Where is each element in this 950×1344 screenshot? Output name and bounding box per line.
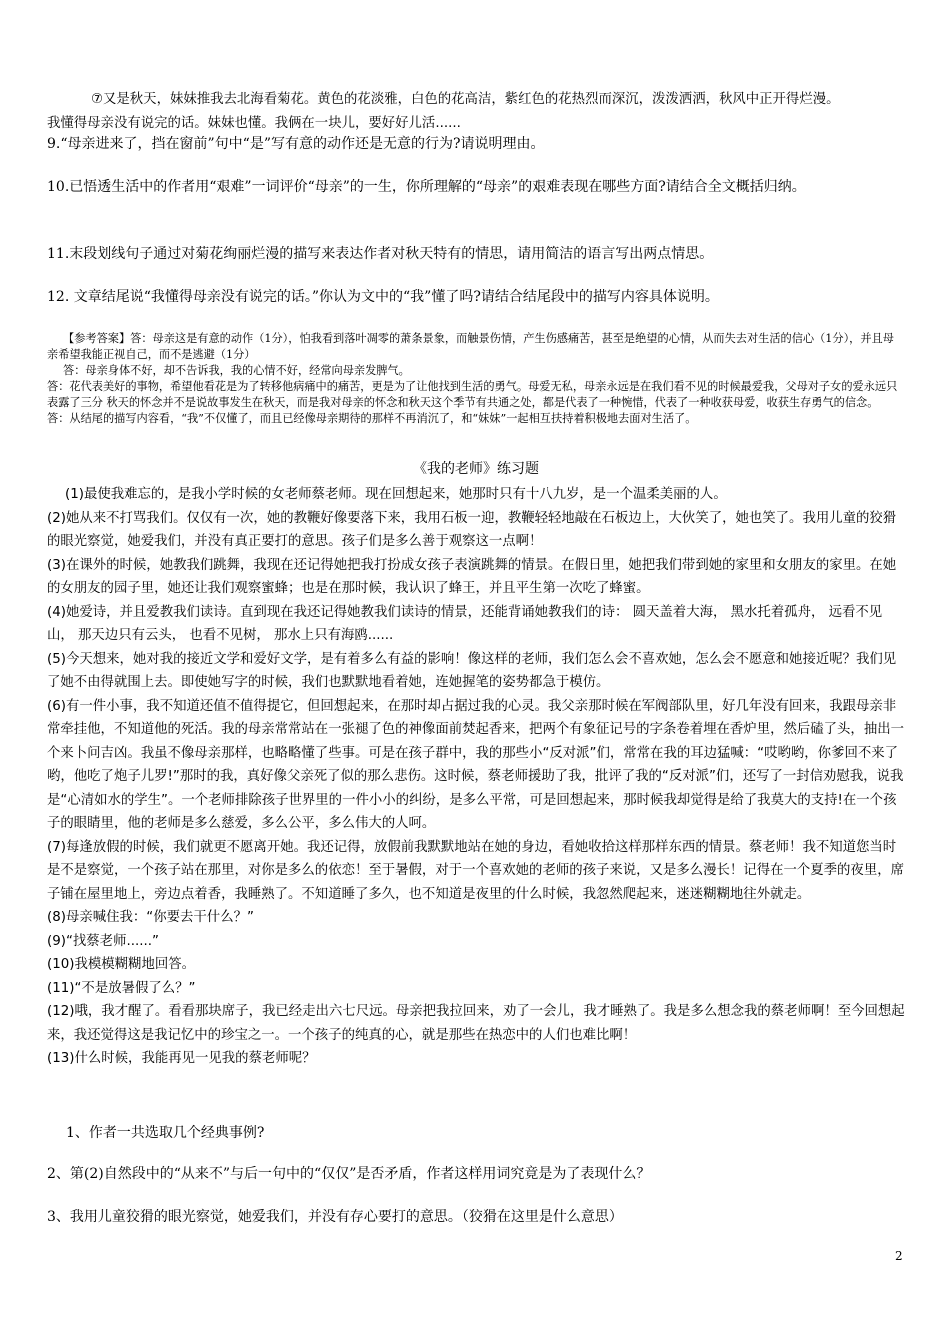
paragraph-7-line-2: 我懂得母亲没有说完的话。妹妹也懂。我俩在一块儿，要好好儿活...... [47, 115, 461, 131]
exercise-question-2: 2、第(2)自然段中的“从来不”与后一句中的“仅仅”是否矛盾，作者这样用词究竟是为了表现什么？ [47, 1166, 651, 1182]
passage-paragraph: (12)哦，我才醒了。看看那块席子，我已经走出六七尺远。母亲把我拉回来，劝了一会儿，我才睡熟了。我是多么想念我的蔡老师啊！至今回想起来，我还觉得这是我记忆中的珍宝之一。一个孩子的纯真的心，就是那些在热恋中的人们也难比啊！ [47, 1004, 905, 1043]
passage-paragraph: (10)我模模糊糊地回答。 [47, 957, 196, 972]
exercise-question-3: 3、我用儿童狡猾的眼光察觉，她爱我们，并没有存心要打的意思。（狡猾在这里是什么意思） [47, 1209, 623, 1225]
story-ending-paragraph [47, 88, 905, 135]
passage-paragraph: (9)“找蔡老师......” [47, 933, 159, 949]
page-number: 2 [895, 1249, 903, 1263]
passage-paragraph: (4)她爱诗，并且爱教我们读诗。直到现在我还记得她教我们读诗的情景，还能背诵她教我们的诗： 圆天盖着大海， 黑水托着孤舟， 远看不见山， 那天边只有云头， 也看不见树， 那水上只有海鸥...... [47, 604, 883, 643]
question-12: 12. 文章结尾说“我懂得母亲没有说完的话。”你认为文中的“我”懂了吗?请结合结尾段中的描写内容具体说明。 [47, 289, 719, 305]
passage-paragraph: (3)在课外的时候，她教我们跳舞，我现在还记得她把我打扮成女孩子表演跳舞的情景。在假日里，她把我们带到她的家里和女朋友的家里。在她的女朋友的园子里，她还让我们观察蜜蜂；也是在那时候，我认识了蜂王，并且平生第一次吃了蜂蜜。 [47, 557, 897, 596]
exercise-title: 《我的老师》练习题 [413, 461, 539, 477]
passage-paragraph: (8)母亲喊住我：“你要去干什么？” [47, 910, 254, 925]
question-9: 9.“母亲进来了，挡在窗前”句中“是”写有意的动作还是无意的行为?请说明理由。 [47, 136, 545, 152]
passage-paragraph: (7)每逢放假的时候，我们就更不愿离开她。我还记得，放假前我默默地站在她的身边，看她收拾这样那样东西的情景。蔡老师！我不知道您当时是不是察觉，一个孩子站在那里，对你是多么的依恋！至于暑假，对于一个喜欢她的老师的孩子来说，又是多么漫长！记得在一个夏季的夜里，席子铺在屋里地上，旁边点着香，我睡熟了。不知道睡了多久，也不知道是夜里的什么时候，我忽然爬起来，迷迷糊糊地往外就走。 [47, 839, 904, 902]
answer-9: 【参考答案】答：母亲这是有意的动作（1分），怕我看到落叶凋零的萧条景象，而触景伤情，产生伤感痛苦，甚至是绝望的心情，从而失去对生活的信心（1分），并且母亲希望我能正视自己，而不是逃避（1分） [47, 332, 894, 361]
answer-10: 答：母亲身体不好，却不告诉我，我的心情不好，经常向母亲发脾气。 [63, 364, 410, 377]
exercise-question-1: 1、作者一共选取几个经典事例? [66, 1125, 265, 1141]
passage-paragraph: (13)什么时候，我能再见一见我的蔡老师呢？ [47, 1051, 316, 1066]
passage-paragraph: (1)最使我难忘的，是我小学时候的女老师蔡老师。现在回想起来，她那时只有十八九岁，是一个温柔美丽的人。 [65, 487, 727, 502]
paragraph-7-line-1: ⑦又是秋天，妹妹推我去北海看菊花。黄色的花淡雅，白色的花高洁，紫红色的花热烈而深沉，泼泼洒洒，秋风中正开得烂漫。 [91, 92, 840, 107]
question-10: 10.已悟透生活中的作者用“艰难”一词评价“母亲”的一生，你所理解的“母亲”的艰难表现在哪些方面?请结合全文概括归纳。 [47, 179, 806, 195]
answer-12: 答：从结尾的描写内容看，“我”不仅懂了，而且已经像母亲期待的那样不再消沉了，和“妹妹”一起相互扶持着积极地去面对生活了。 [47, 412, 697, 425]
passage-paragraph: (6)有一件小事，我不知道还值不值得提它，但回想起来，在那时却占据过我的心灵。我父亲那时候在军阀部队里，好几年没有回来，我跟母亲非常牵挂他，不知道他的死活。我的母亲常常站在一张褪了色的神像面前焚起香来，把两个有象征记号的字条卷着埋在香炉里，然后磕了头，抽出一个来卜问吉凶。我虽不像母亲那样，也略略懂了些事。可是在孩子群中，我的那些小“反对派”们，常常在我的耳边猛喊：“哎哟哟，你爹回不来了哟，他吃了炮子儿罗!”那时的我，真好像父亲死了似的那么悲伤。这时候，蔡老师援助了我，批评了我的“反对派”们，还写了一封信劝慰我，说我是“心清如水的学生”。一个老师排除孩子世界里的一件小小的纠纷，是多么平常，可是回想起来，那时候我却觉得是给了我莫大的支持!在一个孩子的眼睛里，他的老师是多么慈爱，多么公平，多么伟大的人呵。 [47, 698, 904, 831]
passage-paragraph: (11)“不是放暑假了么？” [47, 980, 196, 996]
passage-my-teacher [47, 483, 905, 1071]
passage-paragraph: (5)今天想来，她对我的接近文学和爱好文学，是有着多么有益的影响！像这样的老师，我们怎么会不喜欢她，怎么会不愿意和她接近呢？我们见了她不由得就围上去。即使她写字的时候，我们也默默地看着她，连她握笔的姿势都急于模仿。 [47, 651, 897, 690]
passage-paragraph: (2)她从来不打骂我们。仅仅有一次，她的教鞭好像要落下来，我用石板一迎，教鞭轻轻地敲在石板边上，大伙笑了，她也笑了。我用儿童的狡猾的眼光察觉，她爱我们，并没有真正要打的意思。孩子们是多么善于观察这一点啊！ [47, 510, 897, 549]
reference-answers [47, 331, 905, 427]
question-11: 11.末段划线句子通过对菊花绚丽烂漫的描写来表达作者对秋天特有的情思，请用简洁的语言写出两点情思。 [47, 246, 714, 262]
answer-11: 答：花代表美好的事物，希望他看花是为了转移他病痛中的痛苦，更是为了让他找到生活的勇气。母爱无私，母亲永远是在我们看不见的时候最爱我，父母对子女的爱永远只表露了三分 秋天的怀念并不是说故事发生在秋天，而是我对母亲的怀念和秋天这个季节有共通之处，都是代表了一种惋惜，代表了一种收获母爱，收获生存勇气的信念。 [47, 380, 898, 409]
